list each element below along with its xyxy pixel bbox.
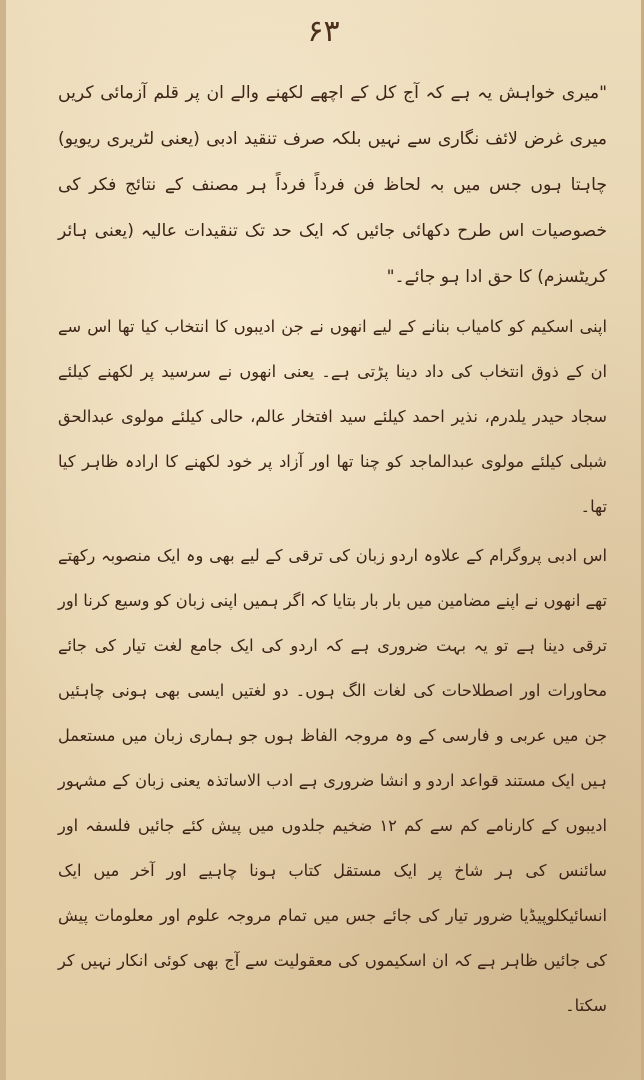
page-number: ۶۳ — [307, 14, 340, 49]
quoted-paragraph: "میری خواہش یہ ہے کہ آج کل کے اچھے لکھنے والے ان پر قلم آزمائی کریں میری غرض لائف نگاری سے نہیں بلکہ صرف تنقید ادبی (یعنی لٹریری ریویو) چاہتا ہوں جس میں بہ لحاظ فن فرداً فرداً ہر مصنف کے نتائج فکر کی خصوصیات اس طرح دکھائی جائیں کہ ایک حد تک تنقیدات عالیہ (یعنی ہائر کریٹسزم) کا حق ادا ہو جائے۔" — [58, 83, 607, 287]
page-text — [58, 70, 607, 1032]
paragraph-language-plan: اس ادبی پروگرام کے علاوہ اردو زبان کی ترقی کے لیے بھی وہ ایک منصوبہ رکھتے تھے انھوں نے اپنے مضامین میں بار بار بتایا کہ اگر ہمیں اپنی زبان کو وسیع کرنا اور ترقی دینا ہے تو یہ بہت ضروری ہے کہ اردو کی ایک جامع لغت تیار کی جائے محاورات اور اصطلاحات کی لغات الگ ہوں۔ دو لغتیں ایسی بھی ہونی چاہئیں جن میں عربی و فارسی کے وہ مروجہ الفاظ ہوں جو ہماری زبان میں مستعمل ہیں ایک مستند قواعد اردو و انشا ضروری ہے ادب الاساتذہ یعنی زبان کے مشہور ادیبوں کے کارنامے کم سے کم ۱۲ ضخیم جلدوں میں پیش کئے جائیں فلسفہ اور سائنس کی ہر شاخ پر ایک مستقل کتاب ہونا چاہیے اور آخر میں ایک انسائیکلوپیڈیا ضرور تیار کی جائے جس میں تمام مروجہ علوم اور معلومات پیش کی جائیں ظاہر ہے کہ ان اسکیموں کی معقولیت سے آج بھی کوئی انکار نہیں کر سکتا۔ — [58, 546, 608, 1015]
paragraph-writers-selection: اپنی اسکیم کو کامیاب بنانے کے لیے انھوں نے جن ادیبوں کا انتخاب کیا تھا اس سے ان کے ذوق انتخاب کی داد دینا پڑتی ہے۔ یعنی انھوں نے سرسید پر لکھنے کیلئے سجاد حیدر یلدرم، نذیر احمد کیلئے سید افتخار عالم، حالی کیلئے مولوی عبدالحق شبلی کیلئے مولوی عبدالماجد کو چنا تھا اور آزاد پر خود لکھنے کا ارادہ ظاہر کیا تھا۔ — [58, 317, 607, 516]
